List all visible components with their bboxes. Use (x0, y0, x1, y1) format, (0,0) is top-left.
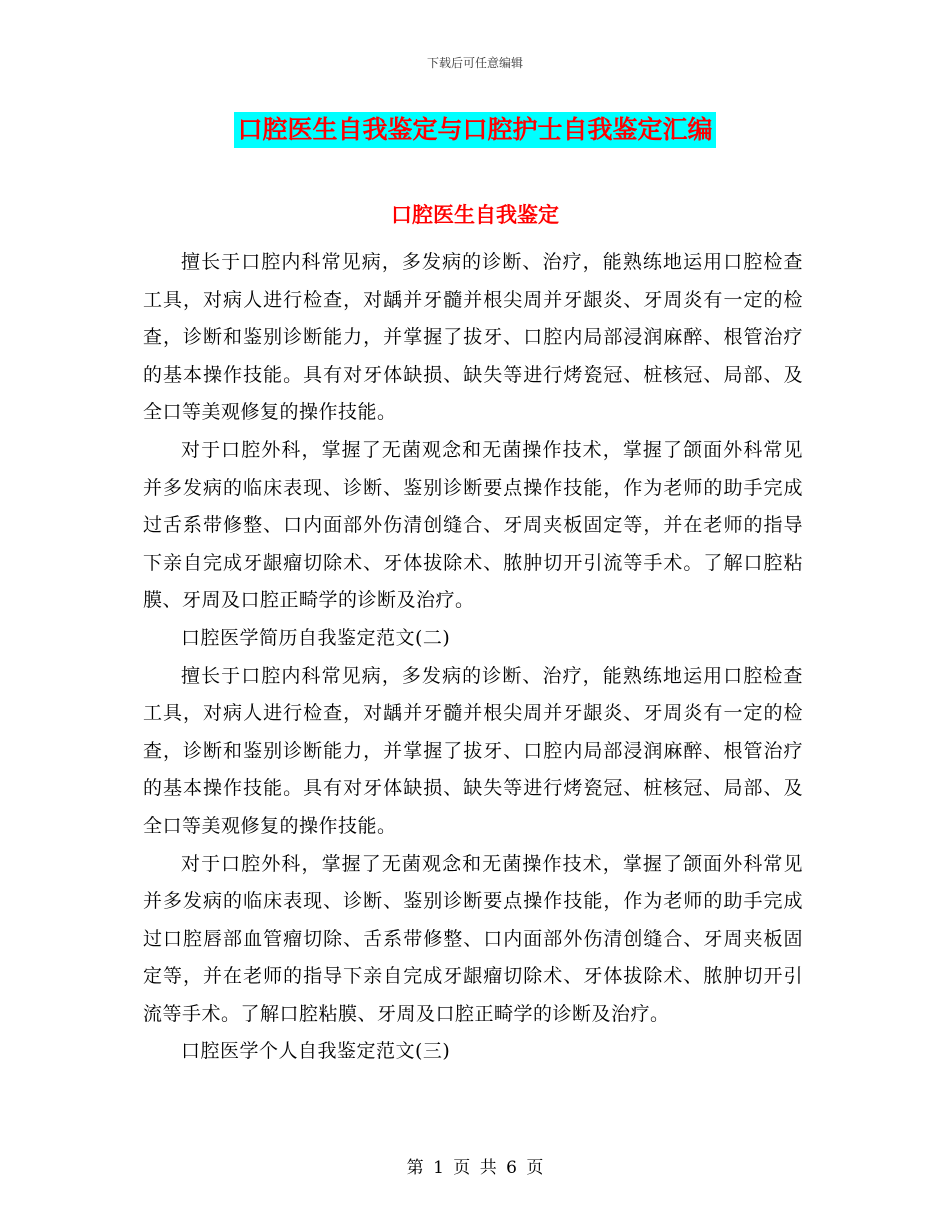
paragraph: 对于口腔外科，掌握了无菌观念和无菌操作技术，掌握了颌面外科常见并多发病的临床表现、诊断、鉴别诊断要点操作技能，作为老师的助手完成过口腔唇部血管瘤切除、舌系带修整、口内面部外伤清创缝合、牙周夹板固定等，并在老师的指导下亲自完成牙龈瘤切除术、牙体拔除术、脓肿切开引流等手术。了解口腔粘膜、牙周及口腔正畸学的诊断及治疗。 (143, 852, 803, 1025)
subsection-heading: 口腔医学简历自我鉴定范文(二) (181, 626, 451, 649)
subsection-heading: 口腔医学个人自我鉴定范文(三) (181, 1040, 451, 1063)
paragraph: 擅长于口腔内科常见病，多发病的诊断、治疗，能熟练地运用口腔检查工具，对病人进行检查，对龋并牙髓并根尖周并牙龈炎、牙周炎有一定的检查，诊断和鉴别诊断能力，并掌握了拔牙、口腔内局部浸润麻醉、根管治疗的基本操作技能。具有对牙体缺损、缺失等进行烤瓷冠、桩核冠、局部、及全口等美观修复的操作技能。 (143, 664, 803, 837)
paragraph: 擅长于口腔内科常见病，多发病的诊断、治疗，能熟练地运用口腔检查工具，对病人进行检查，对龋并牙髓并根尖周并牙龈炎、牙周炎有一定的检查，诊断和鉴别诊断能力，并掌握了拔牙、口腔内局部浸润麻醉、根管治疗的基本操作技能。具有对牙体缺损、缺失等进行烤瓷冠、桩核冠、局部、及全口等美观修复的操作技能。 (143, 251, 803, 424)
page-number-footer: 第 1 页 共 6 页 (406, 1158, 544, 1178)
document-body (143, 244, 803, 1071)
section-title: 口腔医生自我鉴定 (391, 203, 559, 227)
main-title-container (0, 112, 950, 148)
paragraph: 对于口腔外科，掌握了无菌观念和无菌操作技术，掌握了颌面外科常见并多发病的临床表现、诊断、鉴别诊断要点操作技能，作为老师的助手完成过舌系带修整、口内面部外伤清创缝合、牙周夹板固定等，并在老师的指导下亲自完成牙龈瘤切除术、牙体拔除术、脓肿切开引流等手术。了解口腔粘膜、牙周及口腔正畸学的诊断及治疗。 (143, 438, 803, 612)
document-main-title: 口腔医生自我鉴定与口腔护士自我鉴定汇编 (234, 112, 715, 148)
page-header-note: 下载后可任意编辑 (426, 56, 523, 70)
